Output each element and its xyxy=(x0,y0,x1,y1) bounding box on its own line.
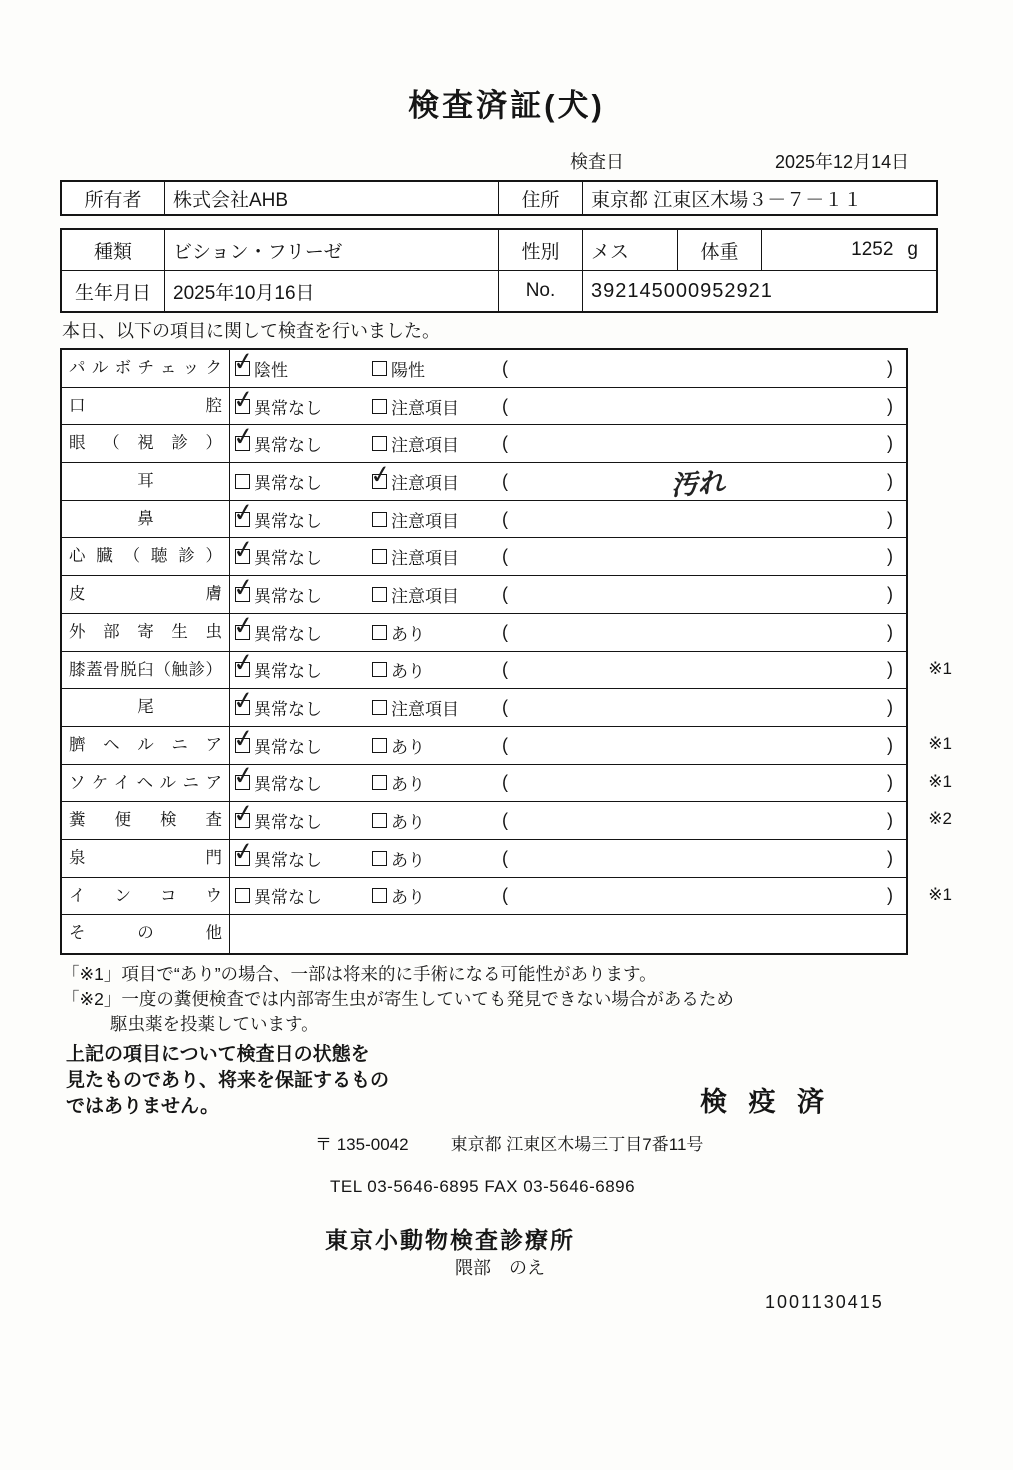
handwritten-check: ✓ xyxy=(231,345,256,378)
clinic-tel-fax: TEL 03-5646-6895 FAX 03-5646-6896 xyxy=(330,1177,636,1196)
item-label: 眼（視診） xyxy=(62,425,230,462)
item-label: ソケイヘルニア xyxy=(62,765,230,802)
option-label: あり xyxy=(391,775,425,795)
handwritten-check: ✓ xyxy=(231,722,256,755)
paren-open: ( xyxy=(502,847,508,868)
paren-open: ( xyxy=(502,621,508,642)
checkbox-caution xyxy=(372,700,387,715)
paren-open: ( xyxy=(502,734,508,755)
handwritten-note xyxy=(508,506,886,532)
postal-code: 〒 135-0042 xyxy=(315,1135,409,1154)
handwritten-check: ✓ xyxy=(231,684,256,717)
no-label: No. xyxy=(499,271,583,311)
option-label: 異常なし xyxy=(254,700,322,720)
checkbox-normal xyxy=(231,533,256,566)
weight-value-cell xyxy=(762,230,936,270)
weight-label: 体重 xyxy=(678,230,762,270)
footnote-mark: ※1 xyxy=(928,733,952,753)
option-label: 異常なし xyxy=(254,511,322,531)
paren-close: ) xyxy=(887,697,893,718)
paren-open: ( xyxy=(502,395,508,416)
item-label: 糞便検査 xyxy=(62,802,230,839)
page-title: 検査済証(犬) xyxy=(408,88,605,123)
intro-text: 本日、以下の項目に関して検査を行いました。 xyxy=(62,321,440,341)
checkbox-normal xyxy=(231,797,256,830)
paren-open: ( xyxy=(502,583,508,604)
footnote-mark: ※2 xyxy=(928,809,952,829)
option-label: 陰性 xyxy=(254,360,288,380)
option-label: 注意項目 xyxy=(391,473,459,493)
birth-value: 2025年10月16日 xyxy=(165,271,499,311)
option-label: あり xyxy=(391,888,425,908)
paren-open: ( xyxy=(502,470,508,491)
inspection-date-label: 検査日 xyxy=(570,152,624,172)
handwritten-note xyxy=(508,544,886,570)
disclaimer-line-1: 上記の項目について検査日の状態を xyxy=(66,1044,370,1065)
checklist-row-parasites xyxy=(62,609,906,652)
checkbox-negative xyxy=(231,345,256,378)
birth-label: 生年月日 xyxy=(62,271,165,311)
disclaimer xyxy=(66,1042,389,1120)
handwritten-check: ✓ xyxy=(231,533,256,566)
disclaimer-line-3: ではありません。 xyxy=(66,1096,220,1117)
checklist-row-tail xyxy=(62,684,906,727)
handwritten-check: ✓ xyxy=(231,609,256,641)
checkbox-caution xyxy=(368,458,393,491)
paren-close: ) xyxy=(887,357,893,378)
checkbox-normal xyxy=(235,474,250,489)
checkbox-normal xyxy=(231,420,256,453)
option-label: 注意項目 xyxy=(391,700,459,720)
paren-open: ( xyxy=(502,357,508,378)
checkbox-normal xyxy=(235,888,250,903)
option-label: 注意項目 xyxy=(391,549,459,569)
checkbox-present xyxy=(372,775,387,790)
checkbox-normal xyxy=(231,571,256,604)
paren-close: ) xyxy=(887,847,893,868)
checkbox-caution xyxy=(372,436,387,451)
paren-close: ) xyxy=(887,772,893,793)
checkbox-present xyxy=(372,625,387,640)
checklist-row-fecal-exam xyxy=(62,797,952,840)
option-label: 異常なし xyxy=(254,888,322,908)
option-label: 注意項目 xyxy=(391,511,459,531)
option-label: 異常なし xyxy=(254,586,322,606)
handwritten-note xyxy=(508,883,886,909)
item-label: 膝蓋骨脱臼（触診） xyxy=(62,652,230,689)
item-label: 泉門 xyxy=(62,840,230,877)
address-value: 東京都 江東区木場３－７－１１ xyxy=(591,189,863,211)
weight-unit: g xyxy=(907,239,918,260)
handwritten-note xyxy=(508,807,886,833)
footnote-mark: ※1 xyxy=(928,658,952,678)
option-label: 注意項目 xyxy=(391,436,459,456)
paren-close: ) xyxy=(887,433,893,454)
checkbox-caution xyxy=(372,399,387,414)
checklist-table xyxy=(60,345,952,955)
option-label: 注意項目 xyxy=(391,398,459,418)
no-value: 392145000952921 xyxy=(591,279,773,302)
paren-open: ( xyxy=(502,885,508,906)
handwritten-note xyxy=(508,393,886,419)
disclaimer-line-2: 見たものであり、将来を保証するもの xyxy=(66,1070,390,1091)
option-label: 異常なし xyxy=(254,473,322,493)
footnote-2-continued: 駆虫薬を投薬しています。 xyxy=(110,1014,319,1034)
checkbox-present xyxy=(372,851,387,866)
option-label: 異常なし xyxy=(254,624,322,644)
item-label: インコウ xyxy=(62,878,230,915)
checklist-row-other xyxy=(62,915,906,953)
option-label: 異常なし xyxy=(254,662,322,682)
breed-label: 種類 xyxy=(62,230,165,270)
item-label: 臍ヘルニア xyxy=(62,727,230,764)
other-empty-cell xyxy=(230,915,906,953)
handwritten-note xyxy=(508,694,886,720)
option-label: 異常なし xyxy=(254,398,322,418)
item-label: 口腔 xyxy=(62,388,230,425)
handwritten-note xyxy=(508,355,886,381)
option-label: あり xyxy=(391,624,425,644)
checklist-row-mouth xyxy=(62,383,906,426)
option-label: 異常なし xyxy=(254,436,322,456)
animal-info-table xyxy=(60,228,938,313)
handwritten-note xyxy=(508,845,886,871)
item-label: 鼻 xyxy=(62,501,230,538)
paren-open: ( xyxy=(502,546,508,567)
checklist-row-inkou xyxy=(62,878,952,916)
checklist-row-nose xyxy=(62,496,906,539)
quarantine-stamp: 検 疫 済 xyxy=(700,1087,832,1117)
checkbox-normal xyxy=(231,760,256,792)
checklist-row-inguinal-hernia xyxy=(62,760,952,803)
checkbox-normal xyxy=(231,684,256,717)
paren-open: ( xyxy=(502,659,508,680)
info-row-breed xyxy=(62,230,936,271)
handwritten-check: ✓ xyxy=(231,760,256,792)
checkbox-normal xyxy=(231,496,256,528)
paren-open: ( xyxy=(502,772,508,793)
handwritten-note xyxy=(508,581,886,607)
handwritten-note xyxy=(508,732,886,758)
option-label: 異常なし xyxy=(254,775,322,795)
owner-table xyxy=(60,180,938,216)
handwritten-check: ✓ xyxy=(231,383,256,415)
checkbox-present xyxy=(372,738,387,753)
checkbox-caution xyxy=(372,512,387,527)
checklist-row-ears xyxy=(62,458,906,502)
checklist-row-heart xyxy=(62,533,906,576)
handwritten-check: ✓ xyxy=(231,420,256,453)
item-label: 尾 xyxy=(62,689,230,726)
item-label: その他 xyxy=(62,915,230,953)
option-label: 異常なし xyxy=(254,549,322,569)
paren-open: ( xyxy=(502,697,508,718)
item-label: 皮膚 xyxy=(62,576,230,613)
option-label: 異常なし xyxy=(254,813,322,833)
breed-value: ビション・フリーゼ xyxy=(165,230,499,270)
checklist-row-parvo xyxy=(62,345,906,388)
checkbox-caution xyxy=(372,549,387,564)
owner-label: 所有者 xyxy=(62,182,165,214)
footnote-2: 「※2」一度の糞便検査では内部寄生虫が寄生していても発見できない場合があるため xyxy=(62,989,734,1009)
checkbox-present xyxy=(372,662,387,677)
checklist-row-fontanelle xyxy=(62,835,906,878)
checkbox-normal xyxy=(231,647,256,679)
paren-close: ) xyxy=(887,583,893,604)
item-label: 耳 xyxy=(62,463,230,500)
option-label: あり xyxy=(391,850,425,870)
item-label: パルボチェック xyxy=(62,350,230,387)
paren-close: ) xyxy=(887,885,893,906)
checklist-row-patella xyxy=(62,647,952,690)
option-label: 注意項目 xyxy=(391,586,459,606)
paren-close: ) xyxy=(887,395,893,416)
option-label: 陽性 xyxy=(391,360,425,380)
address-label: 住所 xyxy=(499,182,583,214)
handwritten-note: 汚れ xyxy=(669,467,726,502)
handwritten-check: ✓ xyxy=(231,835,256,868)
footnote-mark: ※1 xyxy=(928,884,952,904)
staff-name: 隈部 のえ xyxy=(455,1258,545,1278)
handwritten-check: ✓ xyxy=(231,647,256,679)
paren-open: ( xyxy=(502,508,508,529)
info-row-birth xyxy=(62,271,936,311)
item-label: 心臓（聴診） xyxy=(62,538,230,575)
clinic-postal-line xyxy=(315,1130,703,1155)
checkbox-normal xyxy=(231,722,256,755)
paren-close: ) xyxy=(887,659,893,680)
option-label: あり xyxy=(391,662,425,682)
handwritten-check: ✓ xyxy=(231,797,256,830)
option-label: あり xyxy=(391,813,425,833)
paren-open: ( xyxy=(502,810,508,831)
handwritten-note xyxy=(508,619,886,645)
paren-close: ) xyxy=(887,621,893,642)
item-label: 外部寄生虫 xyxy=(62,614,230,651)
paren-close: ) xyxy=(887,734,893,755)
paren-close: ) xyxy=(887,470,893,491)
checklist-row-umbilical-hernia xyxy=(62,722,952,765)
option-label: あり xyxy=(391,737,425,757)
checkbox-normal xyxy=(231,609,256,641)
paren-open: ( xyxy=(502,433,508,454)
handwritten-note xyxy=(508,770,886,796)
checkbox-normal xyxy=(231,835,256,868)
footnotes xyxy=(62,962,734,1037)
paren-close: ) xyxy=(887,508,893,529)
footnote-1: 「※1」項目で“あり”の場合、一部は将来的に手術になる可能性があります。 xyxy=(62,964,657,984)
checkbox-positive xyxy=(372,361,387,376)
checkbox-normal xyxy=(231,383,256,415)
handwritten-note xyxy=(508,657,886,683)
handwritten-check: ✓ xyxy=(368,458,393,491)
option-label: 異常なし xyxy=(254,850,322,870)
option-label: 異常なし xyxy=(254,737,322,757)
weight-value: 1252 xyxy=(851,239,894,260)
checkbox-present xyxy=(372,888,387,903)
inspection-date-value: 2025年12月14日 xyxy=(775,152,910,172)
paren-close: ) xyxy=(887,810,893,831)
sex-label: 性別 xyxy=(499,230,583,270)
serial-number: 1001130415 xyxy=(765,1292,884,1312)
handwritten-check: ✓ xyxy=(231,571,256,604)
footnote-mark: ※1 xyxy=(928,771,952,791)
owner-value: 株式会社AHB xyxy=(165,182,499,214)
checkbox-present xyxy=(372,813,387,828)
sex-value: メス xyxy=(583,230,678,270)
clinic-address: 東京都 江東区木場三丁目7番11号 xyxy=(450,1135,704,1154)
clinic-name: 東京小動物検査診療所 xyxy=(325,1227,575,1253)
checkbox-caution xyxy=(372,587,387,602)
handwritten-check: ✓ xyxy=(231,496,256,528)
checklist-row-skin xyxy=(62,571,906,614)
paren-close: ) xyxy=(887,546,893,567)
